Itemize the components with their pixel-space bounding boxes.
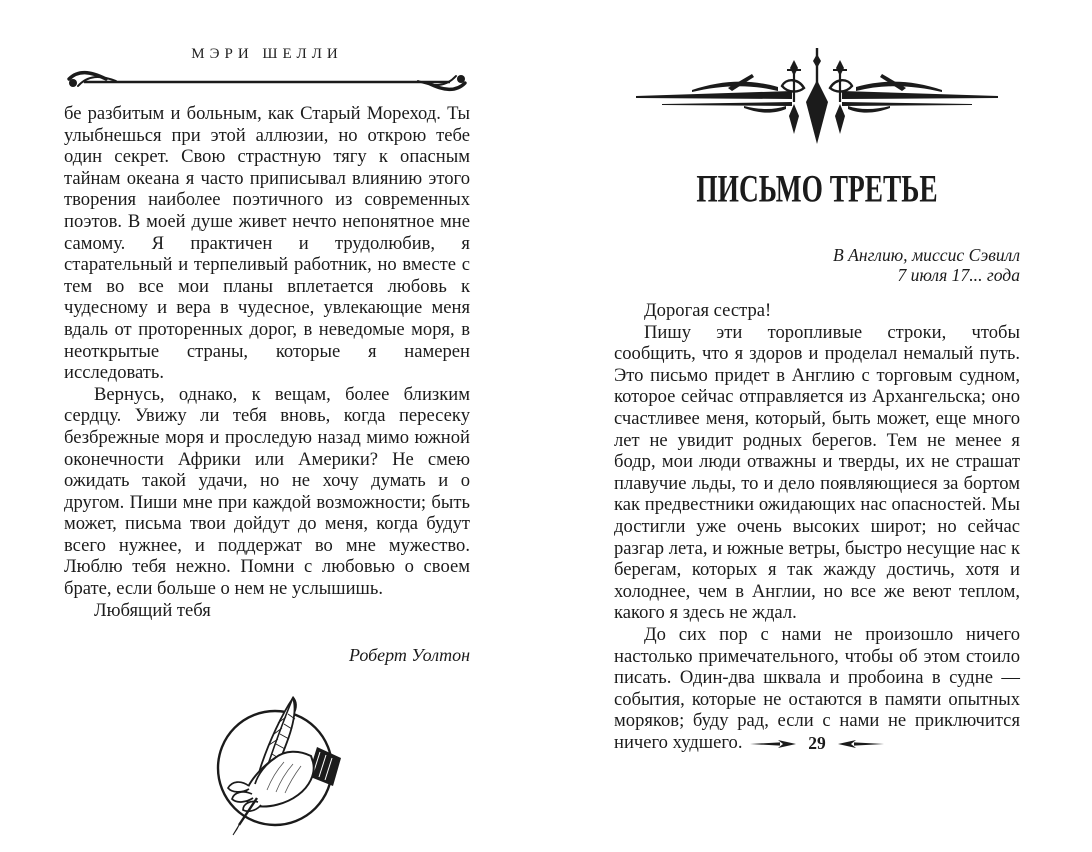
left-body-text (64, 103, 470, 621)
paragraph: Вернусь, однако, к вещам, более близким сердцу. Увижу ли тебя вновь, когда пересеку безбрежные моря и проследую назад мимо южной оконечности Африки или Америки? Не смею ожидать такой удачи, но не хочу думать и о другом. Пиши мне при каждой возможности; быть может, письма твои дойдут до меня, когда будут всего нужнее, и поддержат во мне мужество. Люблю тебя нежно. Помни с любовью о своем брате, если больше о нем не услышишь. (64, 383, 470, 600)
paragraph: До сих пор с нами не произошло ничего настолько примечательного, чтобы об этом стоило писать. Один-два шквала и пробоина в судне — события, которые не остаются в памяти опытных моряков; буду рад, если с нами не приключится ничего худшего. (614, 623, 1020, 753)
gothic-divider-icon (632, 46, 1002, 146)
page-marker-right-icon (838, 739, 884, 749)
address-line-1: В Англию, миссис Сэвилл (833, 245, 1020, 265)
hand-quill-illustration-icon (189, 692, 357, 852)
chapter-title (614, 168, 1020, 211)
left-page (64, 0, 470, 818)
page-number: 29 (808, 733, 826, 753)
letter-signature: Роберт Уолтон (348, 645, 470, 666)
chapter-title-text: ПИСЬМО ТРЕТЬЕ (696, 167, 938, 212)
page-marker-left-icon (750, 739, 796, 749)
paragraph: Любящий тебя (94, 599, 211, 621)
paragraph: бе разбитым и больным, как Старый Мореход. Ты улыбнешься при этой аллюзии, но открою тебе один секрет. Свою страстную тягу к опасным тайнам океана я часто приписывал влиянию этого творения наиболее поэтичного из современных поэтов. В моей душе живет нечто непонятное мне самому. Я практичен и трудолюбив, я старательный и терпеливый работник, но вместе с тем во все мои планы вплетается любовь к чудесному и вера в чудесное, увлекающие меня вдаль от проторенных дорог, в неведомые моря, в неоткрытые страны, которые я намерен исследовать. (64, 103, 470, 384)
right-page (614, 0, 1020, 818)
flourish-rule-icon (64, 67, 470, 93)
paragraph: Дорогая сестра! (644, 300, 772, 321)
paragraph: Пишу эти торопливые строки, чтобы сообщить, что я здоров и проделал немалый путь. Это письмо придет в Англию с торговым судном, которое сейчас отправляется из Архангельска; оно счастливее меня, который, быть может, еще много лет не увидит родных берегов. Тем не менее я бодр, мои люди отважны и тверды, их не страшат плавучие льды, то и дело появляющиеся за бортом как предвестники ожидающих нас опасностей. Мы достигли уже очень высоких широт; но сейчас разгар лета, и южные ветры, быстро несущие нас к берегам, которых я так жажду достичь, хотя и холоднее, чем в Англии, но все же веют теплом, какого я здесь не ждал. (614, 321, 1020, 624)
letter-address (614, 245, 1020, 285)
right-body-text (614, 300, 1020, 753)
illustration (189, 692, 357, 852)
address-line-2: 7 июля 17... года (897, 265, 1020, 285)
running-head: МЭРИ ШЕЛЛИ (191, 46, 343, 62)
page-footer (614, 733, 1020, 754)
